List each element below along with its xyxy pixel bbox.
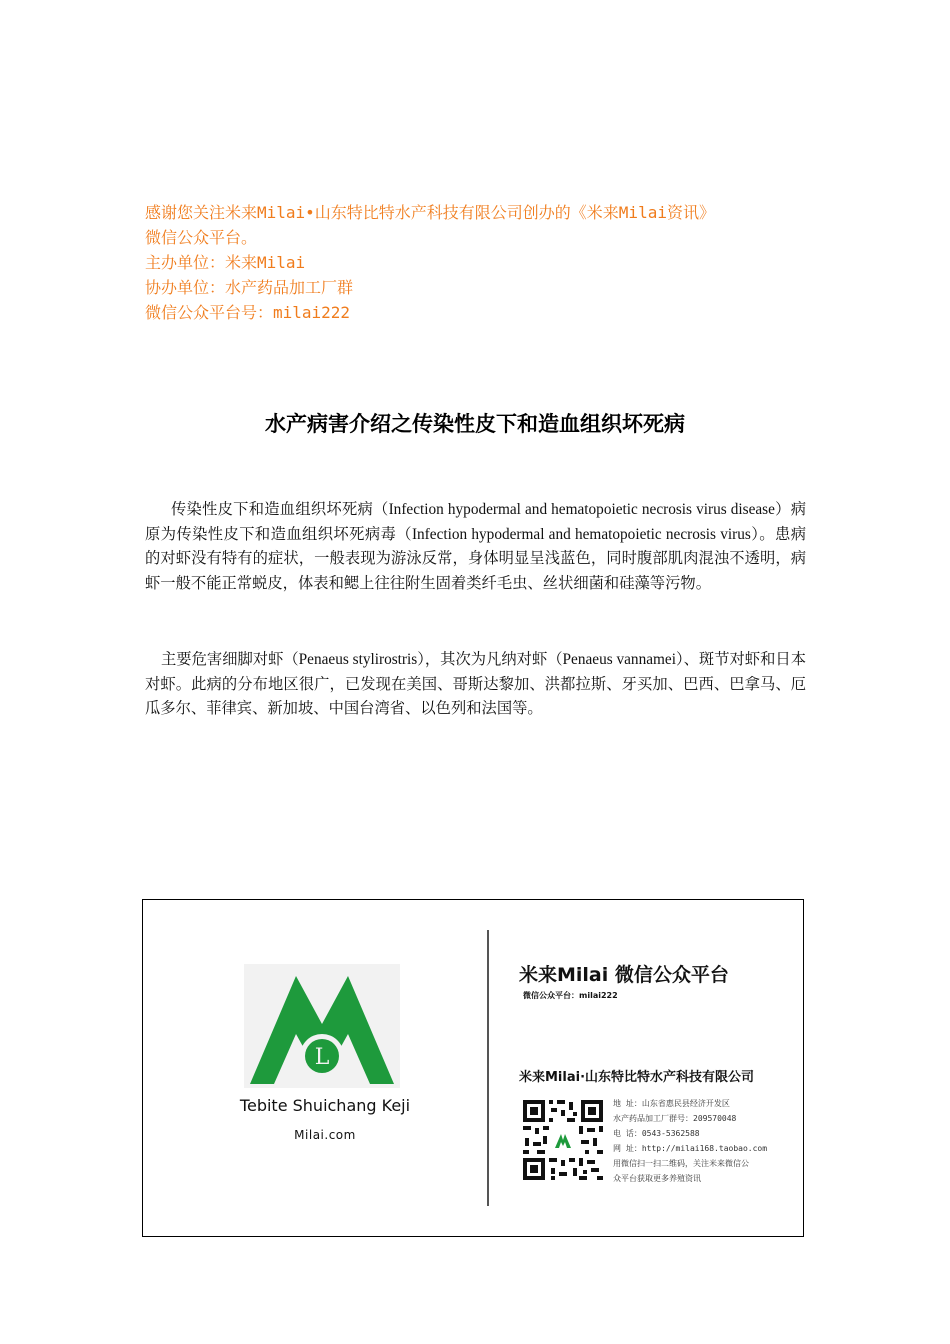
wechat-platform-title: 米来Milai 微信公众平台 <box>519 964 729 986</box>
card-divider <box>487 930 489 1206</box>
intro-block <box>145 200 825 325</box>
co-host-line: 协办单位：水产药品加工厂群 <box>145 278 354 297</box>
milai-logo-icon <box>244 964 400 1088</box>
phone-line: 电 话：0543-5362588 <box>613 1129 700 1138</box>
account-line: 微信公众平台号：milai222 <box>145 303 351 322</box>
article-title: 水产病害介绍之传染性皮下和造血组织坏死病 <box>265 412 685 436</box>
address-line: 地 址：山东省惠民县经济开发区 <box>613 1099 730 1108</box>
scan-hint-line-2: 众平台获取更多养殖资讯 <box>613 1174 701 1183</box>
qr-code-icon <box>521 1098 605 1182</box>
logo-letter: L <box>314 1045 330 1070</box>
brand-site: Milai.com <box>294 1128 356 1142</box>
company-name: 米来Milai·山东特比特水产科技有限公司 <box>519 1070 755 1085</box>
group-number-line: 水产药品加工厂群号：209570048 <box>613 1114 737 1123</box>
article-paragraph-1: 传染性皮下和造血组织坏死病（Infection hypodermal and hematopoietic necrosis virus disease）病原为传染性皮下和造血组织坏死病毒（Infection hypodermal and hematopoietic necrosis virus）。患病的对虾没有特有的症状，一般表现为游泳反常，身体明显呈浅蓝色，同时腹部肌肉混浊不透明，病虾一般不能正常蜕皮，体表和鳃上往往附生固着类纤毛虫、丝状细菌和硅藻等污物。 <box>145 501 806 592</box>
host-line: 主办单位：米来Milai <box>145 253 306 272</box>
brand-name: Tebite Shuichang Keji <box>239 1096 411 1115</box>
contact-info <box>613 1096 767 1186</box>
wechat-platform-id: 微信公众平台：milai222 <box>523 991 618 1000</box>
intro-line: 感谢您关注米来Milai•山东特比特水产科技有限公司创办的《米来Milai资讯》 <box>145 203 715 222</box>
business-card <box>142 899 804 1237</box>
scan-hint-line: 用微信扫一扫二维码，关注米来微信公 <box>613 1159 749 1168</box>
milai-logo <box>244 964 400 1088</box>
article-paragraph-2: 主要危害细脚对虾（Penaeus stylirostris），其次为凡纳对虾（Penaeus vannamei）、斑节对虾和日本对虾。此病的分布地区很广，已发现在美国、哥斯达黎加、洪都拉斯、牙买加、巴西、巴拿马、厄瓜多尔、菲律宾、新加坡、中国台湾省、以色列和法国等。 <box>145 651 806 717</box>
website-line: 网 址：http://milai168.taobao.com <box>613 1144 768 1153</box>
intro-line: 微信公众平台。 <box>145 228 258 247</box>
